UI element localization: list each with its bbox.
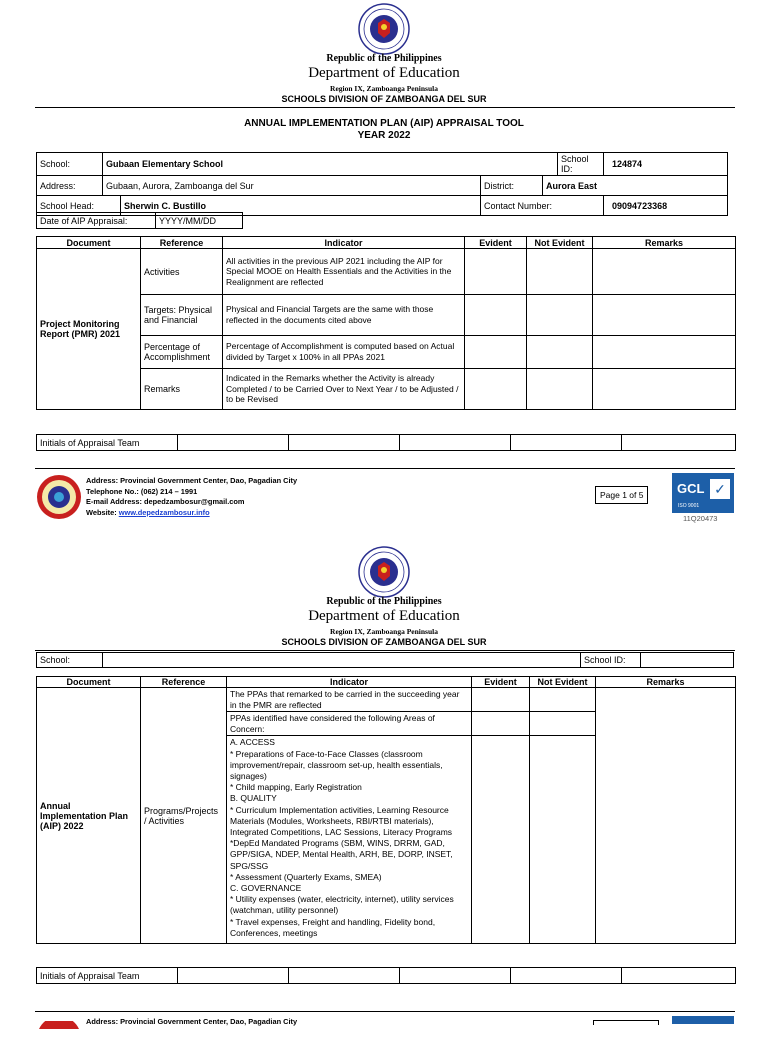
school-id-value: 124874 <box>604 153 728 176</box>
district-value: Aurora East <box>543 176 728 196</box>
remarks-cell[interactable] <box>593 295 736 336</box>
initials-cell[interactable] <box>511 968 622 984</box>
area-line: *DepEd Mandated Programs (SBM, WINS, DRRM, GAD, GPP/SIGA, NDEP, Mental Health, ARH, BE, DORP, INSET, SPG/SSG <box>230 838 453 871</box>
head-label: School Head: <box>37 196 121 216</box>
initials-table-page1 <box>36 434 736 451</box>
footer-website-row <box>86 508 297 519</box>
page-number-box <box>593 1020 659 1025</box>
initials-cell[interactable] <box>289 435 400 451</box>
department-title: Department of Education <box>308 608 460 624</box>
initials-cell[interactable] <box>289 968 400 984</box>
footer-email: E-mail Address: depedzambosur@gmail.com <box>86 497 245 506</box>
initials-cell[interactable] <box>622 435 736 451</box>
not-evident-cell[interactable] <box>527 295 593 336</box>
deped-seal-logo <box>358 3 410 55</box>
evident-cell[interactable] <box>465 249 527 295</box>
evident-cell[interactable] <box>465 336 527 369</box>
republic-line: Republic of the Philippines <box>326 596 442 607</box>
table-row <box>37 295 736 336</box>
col-remarks: Remarks <box>596 677 736 688</box>
contact-value: 09094723368 <box>604 196 728 216</box>
contact-label: Contact Number: <box>481 196 604 216</box>
initials-cell[interactable] <box>178 435 289 451</box>
initials-label: Initials of Appraisal Team <box>37 968 178 984</box>
area-line: B. QUALITY <box>230 793 277 804</box>
col-remarks: Remarks <box>593 237 736 249</box>
school-value: Gubaan Elementary School <box>103 153 558 176</box>
not-evident-cell[interactable] <box>527 336 593 369</box>
remarks-cell[interactable] <box>593 369 736 410</box>
appraisal-table-page2 <box>36 676 736 944</box>
header-divider <box>35 650 735 651</box>
date-row-table <box>36 212 243 229</box>
gcl-certification-logo <box>672 1016 734 1024</box>
school-id-value[interactable] <box>641 653 734 668</box>
col-reference: Reference <box>141 237 223 249</box>
appraisal-table-page1 <box>36 236 736 410</box>
area-line: C. GOVERNANCE <box>230 883 302 894</box>
table-row <box>37 688 736 712</box>
initials-cell[interactable] <box>622 968 736 984</box>
initials-label: Initials of Appraisal Team <box>37 435 178 451</box>
col-not-evident: Not Evident <box>527 237 593 249</box>
school-id-label: School ID: <box>581 653 641 668</box>
area-line: * Assessment (Quarterly Exams, SMEA) <box>230 871 382 882</box>
remarks-cell[interactable] <box>593 336 736 369</box>
evident-cell[interactable] <box>472 712 530 736</box>
division-line: SCHOOLS DIVISION OF ZAMBOANGA DEL SUR <box>281 637 487 647</box>
initials-cell[interactable] <box>511 435 622 451</box>
check-icon: ✓ <box>710 479 730 499</box>
reference-cell: Remarks <box>141 369 223 410</box>
school-id-label: School ID: <box>558 153 604 176</box>
footer-website-label: Website: <box>86 507 117 517</box>
indicator-cell: The PPAs that remarked to be carried in the succeeding year in the PMR are reflected <box>227 688 472 712</box>
indicator-cell: Percentage of Accomplishment is computed based on Actual divided by Target x 100% in all PPAs 2021 <box>223 336 465 369</box>
footer-divider <box>35 1011 735 1012</box>
date-label: Date of AIP Appraisal: <box>37 213 156 229</box>
evident-cell[interactable] <box>472 688 530 712</box>
gcl-text: GCL <box>677 481 705 496</box>
col-indicator: Indicator <box>223 237 465 249</box>
form-title: ANNUAL IMPLEMENTATION PLAN (AIP) APPRAISAL TOOL <box>244 118 524 129</box>
gcl-certification-logo <box>672 473 734 513</box>
cert-code: 11Q20473 <box>683 514 718 523</box>
reference-cell: Percentage of Accomplishment <box>141 336 223 369</box>
evident-cell[interactable] <box>465 369 527 410</box>
table-row <box>37 249 736 295</box>
col-reference: Reference <box>141 677 227 688</box>
col-document: Document <box>37 677 141 688</box>
remarks-cell[interactable] <box>596 688 736 944</box>
school-label: School: <box>37 153 103 176</box>
deped-seal-logo <box>358 546 410 598</box>
initials-cell[interactable] <box>400 435 511 451</box>
header-divider <box>35 107 735 108</box>
school-info-table <box>36 152 728 216</box>
school-value[interactable] <box>103 653 581 668</box>
col-evident: Evident <box>465 237 527 249</box>
area-line: * Curriculum Implementation activities, Learning Resource Materials (Modules, Worksheets, RBI/RTBI materials), Integrated Competitions, LAC Sessions, Literacy Programs <box>230 804 453 837</box>
not-evident-cell[interactable] <box>527 369 593 410</box>
table-row <box>37 336 736 369</box>
indicator-cell: Indicated in the Remarks whether the Activity is already Completed / to be Carried Over to Next Year / to be Adjusted / to be Revised <box>223 369 465 410</box>
area-line: * Travel expenses, Freight and handling, Fidelity bond, Conferences, meetings <box>230 916 436 938</box>
district-label: District: <box>481 176 543 196</box>
address-label: Address: <box>37 176 103 196</box>
cert-small-text: ISO 9001 <box>678 503 700 509</box>
division-seal-logo <box>36 474 82 520</box>
region-line: Region IX, Zamboanga Peninsula <box>330 84 438 93</box>
area-line: * Preparations of Face-to-Face Classes (classroom improvement/repair, classroom set-up, health essentials, signages) <box>230 748 443 781</box>
evident-cell[interactable] <box>472 736 530 944</box>
col-not-evident: Not Evident <box>530 677 596 688</box>
reference-cell: Activities <box>141 249 223 295</box>
area-line: A. ACCESS <box>230 737 275 748</box>
footer-website-link[interactable]: www.depedzambosur.info <box>118 507 210 517</box>
head-value: Sherwin C. Bustillo <box>121 196 481 216</box>
footer-telephone: Telephone No.: (062) 214 – 1991 <box>86 486 198 496</box>
evident-cell[interactable] <box>465 295 527 336</box>
footer-divider <box>35 468 735 469</box>
school-label: School: <box>37 653 103 668</box>
not-evident-cell[interactable] <box>527 249 593 295</box>
indicator-cell: PPAs identified have considered the following Areas of Concern: <box>227 712 472 736</box>
not-evident-cell[interactable] <box>530 712 596 736</box>
republic-line: Republic of the Philippines <box>326 53 442 64</box>
reference-cell: Targets: Physical and Financial <box>141 295 223 336</box>
document-pmr: Project Monitoring Report (PMR) 2021 <box>37 249 141 410</box>
page-number-box: Page 1 of 5 <box>595 486 648 504</box>
region-line: Region IX, Zamboanga Peninsula <box>330 627 438 636</box>
initials-cell[interactable] <box>178 968 289 984</box>
not-evident-cell[interactable] <box>530 688 596 712</box>
indicator-cell: All activities in the previous AIP 2021 including the AIP for Special MOOE on Health Essentials and the Activities in the Realignment are reflected <box>223 249 465 295</box>
reference-cell: Programs/Projects / Activities <box>141 688 227 944</box>
not-evident-cell[interactable] <box>530 736 596 944</box>
initials-table-page2 <box>36 967 736 984</box>
remarks-cell[interactable] <box>593 249 736 295</box>
form-year: YEAR 2022 <box>357 130 411 141</box>
indicator-areas-cell <box>227 736 472 944</box>
division-line: SCHOOLS DIVISION OF ZAMBOANGA DEL SUR <box>281 94 487 104</box>
date-value: YYYY/MM/DD <box>156 213 243 229</box>
footer-address: Address: Provincial Government Center, Dao, Pagadian City <box>86 476 298 485</box>
col-document: Document <box>37 237 141 249</box>
indicator-cell: Physical and Financial Targets are the same with those reflected in the documents cited above <box>223 295 465 336</box>
area-line: * Utility expenses (water, electricity, internet), utility services (watchman, utility personnel) <box>230 894 454 916</box>
area-line: * Child mapping, Early Registration <box>230 782 362 793</box>
initials-cell[interactable] <box>400 968 511 984</box>
col-evident: Evident <box>472 677 530 688</box>
division-seal-logo <box>36 1016 82 1062</box>
footer-address: Address: Provincial Government Center, Dao, Pagadian City <box>86 1017 298 1026</box>
col-indicator: Indicator <box>227 677 472 688</box>
school-info-table-page2 <box>36 652 734 668</box>
table-row <box>37 369 736 410</box>
department-title: Department of Education <box>308 65 460 81</box>
address-value: Gubaan, Aurora, Zamboanga del Sur <box>103 176 481 196</box>
document-aip: Annual Implementation Plan (AIP) 2022 <box>37 688 141 944</box>
